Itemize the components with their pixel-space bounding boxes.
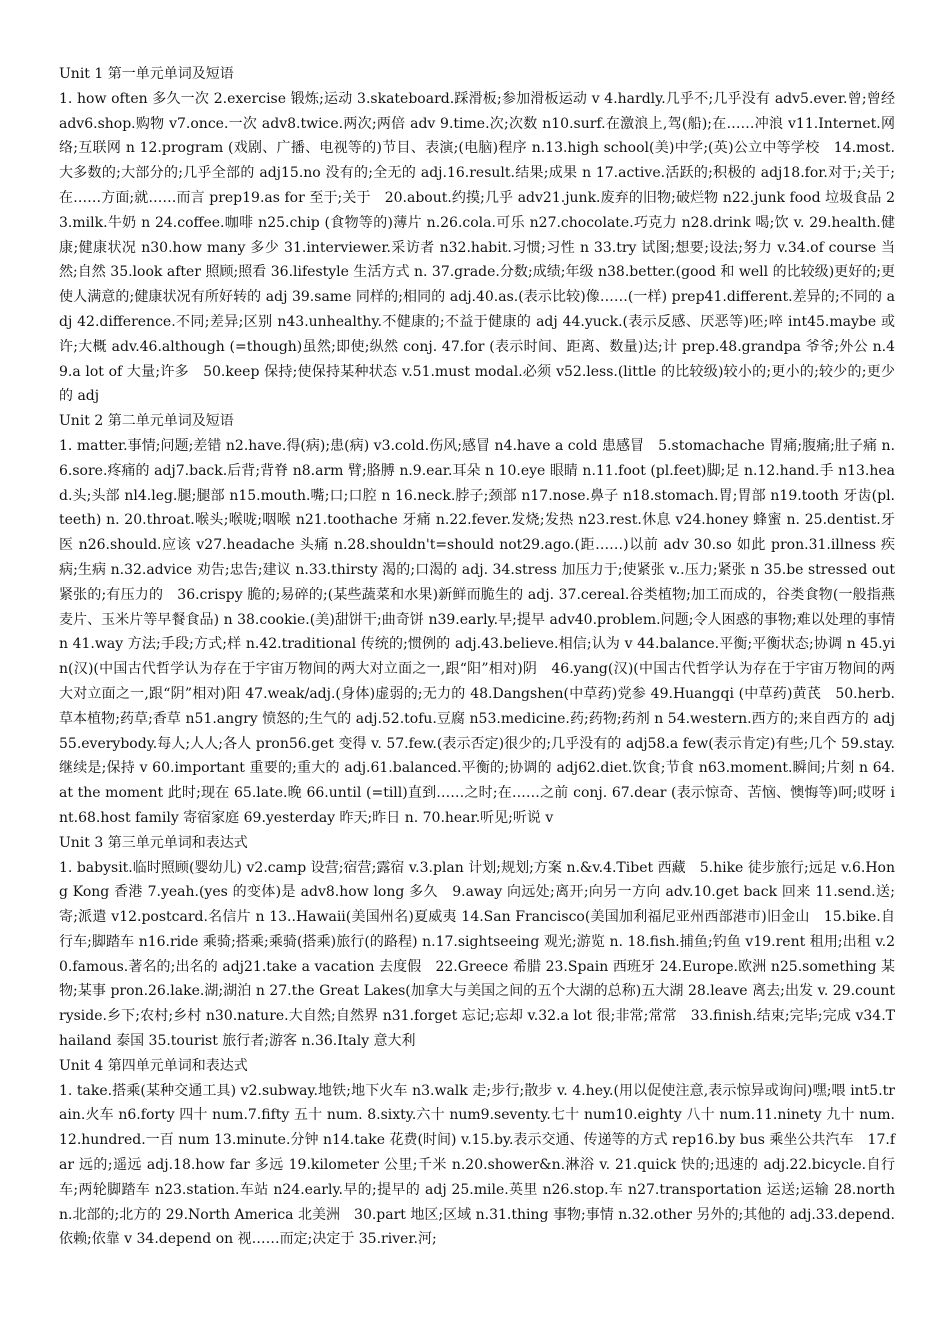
- unit-2-vocabulary: 1. matter.事情;问题;差错 n2.have.得(病);患(病) v3.cold.伤风;感冒 n4.have a cold 患感冒 5.stomachache 胃痛;腹痛;肚子痛 n.6.sore.疼痛的 adj7.back.后背;背脊 n8.arm 臂;胳膊 n.9.ear.耳朵 n 10.eye 眼睛 n.11.foot (pl.feet)脚;足 n.12.hand.手 n13.head.头;头部 nl4.leg.腿;腿部 n15.mouth.嘴;口;口腔 n 16.neck.脖子;颈部 n17.nose.鼻子 n18.stomach.胃;胃部 n19.tooth 牙齿(pl.teeth) n. 20.throat.喉头;喉咙;咽喉 n21.toothache 牙痛 n.22.fever.发烧;发热 n23.rest.休息 v24.honey 蜂蜜 n. 25.dentist.牙医 n26.should.应该 v27.headache 头痛 n.28.shouldn't=should not29.ago.(距……)以前 adv 30.so 如此 pron.31.illness 疾病;生病 n.32.advice 劝告;忠告;建议 n.33.thirsty 渴的;口渴的 adj. 34.stress 加压力于;使紧张 v..压力;紧张 n 35.be stressed out 紧张的;有压力的 36.crispy 脆的;易碎的;(某些蔬菜和水果)新鲜而脆生的 adj. 37.cereal.谷类植物;加工而成的，谷类食物(一般指燕麦片、玉米片等早餐食品) n 38.cookie.(美)甜饼干;曲奇饼 n39.early.早;提早 adv40.problem.问题;令人困惑的事物;难以处理的事情 n 41.way 方法;手段;方式;样 n.42.traditional 传统的;惯例的 adj.43.believe.相信;认为 v 44.balance.平衡;平衡状态;协调 n 45.yin(汉)(中国古代哲学认为存在于宇宙万物间的两大对立面之一,跟“阳”相对)阴 46.yang(汉)(中国古代哲学认为存在于宇宙万物间的两大对立面之一,跟“阴”相对)阳 47.weak/adj.(身体)虚弱的;无力的 48.Dangshen(中草药)党参 49.Huangqi (中草药)黄芪 50.herb.草本植物;药草;香草 n51.angry 愤怒的;生气的 adj.52.tofu.豆腐 n53.medicine.药;药物;药剂 n 54.western.西方的;来自西方的 adj55.everybody.每人;人人;各人 pron56.get 变得 v. 57.few.(表示否定)很少的;几乎没有的 adj58.a few(表示肯定)有些;几个 59.stay.继续是;保持 v 60.important 重要的;重大的 adj.61.balanced.平衡的;协调的 adj62.diet.饮食;节食 n63.moment.瞬间;片刻 n 64. at the moment 此时;现在 65.late.晚 66.until (=till)直到……之时;在……之前 conj. 67.dear (表示惊奇、苦恼、懊悔等)呵;哎呀 int.68.host family 寄宿家庭 69.yesterday 昨天;昨日 n. 70.hear.听见;听说 v: [59, 437, 895, 826]
- document-page: [59, 62, 895, 1252]
- unit-3-section: [59, 831, 895, 1054]
- unit-2-heading: Unit 2 第二单元单词及短语: [59, 413, 234, 430]
- unit-4-section: [59, 1054, 895, 1252]
- unit-2-section: [59, 409, 895, 831]
- unit-1-vocabulary: 1. how often 多久一次 2.exercise 锻炼;运动 3.skateboard.踩滑板;参加滑板运动 v 4.hardly.几乎不;几乎没有 adv5.ever.曾;曾经 adv6.shop.购物 v7.once.一次 adv8.twice.两次;两倍 adv 9.time.次;次数 n10.surf.在激浪上,驾(船);在……冲浪 v11.Internet.网络;互联网 n 12.program (戏剧、广播、电视等的)节目、表演;(电脑)程序 n.13.high school(美)中学;(英)公立中等学校 14.most.大多数的;大部分的;几乎全部的 adj15.no 没有的;全无的 adj.16.result.结果;成果 n 17.active.活跃的;积极的 adj18.for.对于;关于;在……方面;就……而言 prep19.as for 至于;关于 20.about.约摸;几乎 adv21.junk.废弃的旧物;破烂物 n22.junk food 垃圾食品 23.milk.牛奶 n 24.coffee.咖啡 n25.chip (食物等的)薄片 n.26.cola.可乐 n27.chocolate.巧克力 n28.drink 喝;饮 v. 29.health.健康;健康状况 n30.how many 多少 31.interviewer.采访者 n32.habit.习惯;习性 n 33.try 试图;想要;设法;努力 v.34.of course 当然;自然 35.look after 照顾;照看 36.lifestyle 生活方式 n. 37.grade.分数;成绩;年级 n38.better.(good 和 well 的比较级)更好的;更使人满意的;健康状况有所好转的 adj 39.same 同样的;相同的 adj.40.as.(表示比较)像……(一样) prep41.different.差异的;不同的 adj 42.difference.不同;差异;区别 n43.unhealthy.不健康的;不益于健康的 adj 44.yuck.(表示反感、厌恶等)呸;啐 int45.maybe 或许;大概 adv.46.although (=though)虽然;即使;纵然 conj. 47.for (表示时间、距离、数量)达;计 prep.48.grandpa 爷爷;外公 n.49.a lot of 大量;许多 50.keep 保持;使保持某种状态 v.51.must modal.必须 v52.less.(little 的比较级)较小的;更小的;较少的;更少的 adj: [59, 90, 895, 405]
- unit-4-heading: Unit 4 第四单元单词和表达式: [59, 1057, 248, 1074]
- unit-1-section: [59, 62, 895, 409]
- unit-1-heading: Unit 1 第一单元单词及短语: [59, 66, 234, 82]
- unit-3-vocabulary: 1. babysit.临时照顾(婴幼儿) v2.camp 设营;宿营;露宿 v.3.plan 计划;规划;方案 n.&v.4.Tibet 西藏 5.hike 徒步旅行;远足 v.6.Hong Kong 香港 7.yeah.(yes 的变体)是 adv8.how long 多久 9.away 向远处;离开;向另一方向 adv.10.get back 回来 11.send.送;寄;派遣 v12.postcard.名信片 n 13..Hawaii(美国州名)夏威夷 14.San Francisco(美国加利福尼亚州西部港市)旧金山 15.bike.自行车;脚踏车 n16.ride 乘骑;搭乘;乘骑(搭乘)旅行(的路程) n.17.sightseeing 观光;游览 n. 18.fish.捕鱼;钓鱼 v19.rent 租用;出租 v.20.famous.著名的;出名的 adj21.take a vacation 去度假 22.Greece 希腊 23.Spain 西班牙 24.Europe.欧洲 n25.something 某物;某事 pron.26.lake.湖;湖泊 n 27.the Great Lakes(加拿大与美国之间的五个大湖的总称)五大湖 28.leave 离去;出发 v. 29.countryside.乡下;农村;乡村 n30.nature.大自然;自然界 n31.forget 忘记;忘却 v.32.a lot 很;非常;常常 33.finish.结束;完毕;完成 v34.Thailand 泰国 35.tourist 旅行者;游客 n.36.Italy 意大利: [59, 859, 895, 1050]
- unit-4-vocabulary: 1. take.搭乘(某种交通工具) v2.subway.地铁;地下火车 n3.walk 走;步行;散步 v. 4.hey.(用以促使注意,表示惊异或询问)嘿;喂 int5.train.火车 n6.forty 四十 num.7.fifty 五十 num. 8.sixty.六十 num9.seventy.七十 num10.eighty 八十 num.11.ninety 九十 num.12.hundred.一百 num 13.minute.分钟 n14.take 花费(时间) v.15.by.表示交通、传递等的方式 rep16.by bus 乘坐公共汽车 17.far 远的;遥远 adj.18.how far 多远 19.kilometer 公里;千米 n.20.shower&n.淋浴 v. 21.quick 快的;迅速的 adj.22.bicycle.自行车;两轮脚踏车 n23.station.车站 n24.early.早的;提早的 adj 25.mile.英里 n26.stop.车 n27.transportation 运送;运输 28.northn.北部的;北方的 29.North America 北美洲 30.part 地区;区域 n.31.thing 事物;事情 n.32.other 另外的;其他的 adj.33.depend.依赖;依靠 v 34.depend on 视……而定;决定于 35.river.河;: [59, 1082, 895, 1248]
- unit-3-heading: Unit 3 第三单元单词和表达式: [59, 834, 248, 851]
